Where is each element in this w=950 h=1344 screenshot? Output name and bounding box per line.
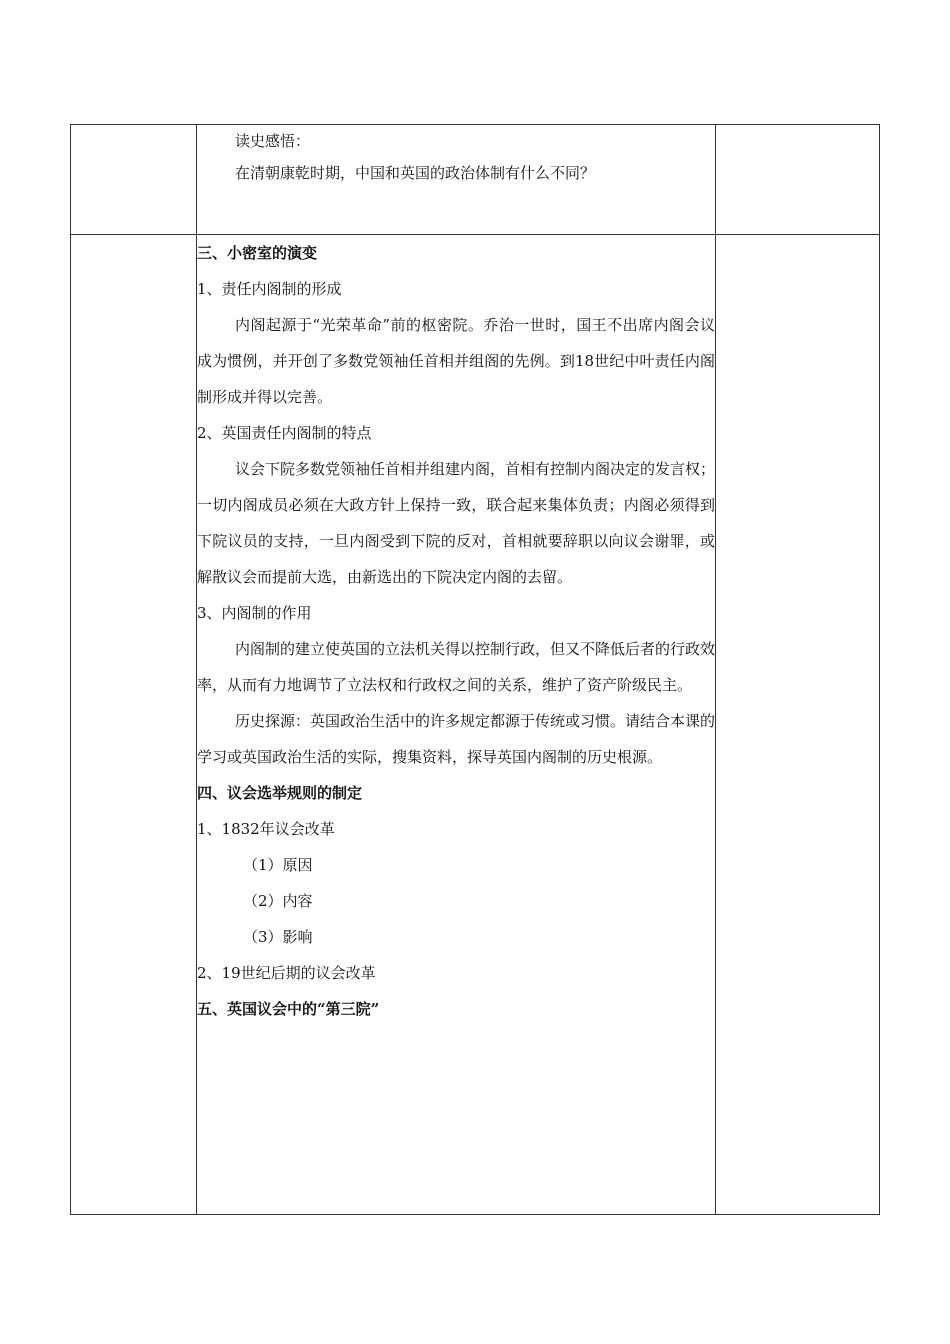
section-4-sub-2: 2、19世纪后期的议会改革	[197, 964, 376, 982]
section-3-paragraph-1: 内阁起源于“光荣革命”前的枢密院。乔治一世时，国王不出席内阁会议成为惯例，并开创了多数党领袖任首相并组阁的先例。到18世纪中叶责任内阁制形成并得以完善。	[197, 316, 715, 406]
section-3-paragraph-2: 议会下院多数党领袖任首相并组建内阁，首相有控制内阁决定的发言权；一切内阁成员必须在大政方针上保持一致，联合起来集体负责；内阁必须得到下院议员的支持，一旦内阁受到下院的反对，首相就要辞职以向议会谢罪，或解散议会而提前大选，由新选出的下院决定内阁的去留。	[197, 460, 716, 586]
lesson-table	[70, 124, 880, 1215]
table-row	[71, 235, 880, 1215]
table-row	[71, 125, 880, 235]
section-3-paragraph-3: 内阁制的建立使英国的立法机关得以控制行政，但又不降低后者的行政效率，从而有力地调节了立法权和行政权之间的关系，维护了资产阶级民主。	[197, 640, 716, 694]
right-cell	[716, 235, 880, 1215]
section-3-sub-3: 3、内阁制的作用	[197, 604, 312, 622]
right-cell	[716, 125, 880, 235]
content-cell	[197, 125, 716, 235]
reading-reflection-label: 读史感悟：	[235, 132, 311, 150]
content-cell	[197, 235, 716, 1215]
section-5-title: 五、英国议会中的“第三院”	[197, 1000, 380, 1018]
section-4-item: （1）原因	[243, 856, 313, 874]
section-4-title: 四、议会选举规则的制定	[197, 784, 363, 802]
section-4-item: （3）影响	[243, 928, 313, 946]
left-cell	[71, 125, 197, 235]
section-4-sub-1: 1、1832年议会改革	[197, 820, 335, 838]
left-cell	[71, 235, 197, 1215]
section-3-title: 三、小密室的演变	[197, 244, 318, 262]
section-4-item: （2）内容	[243, 892, 313, 910]
history-exploration-paragraph: 历史探源：英国政治生活中的许多规定都源于传统或习惯。请结合本课的学习或英国政治生活的实际，搜集资料，探导英国内阁制的历史根源。	[197, 712, 716, 766]
reflection-question: 在清朝康乾时期，中国和英国的政治体制有什么不同？	[235, 164, 596, 182]
section-3-sub-1: 1、责任内阁制的形成	[197, 280, 342, 298]
section-3-sub-2: 2、英国责任内阁制的特点	[197, 424, 372, 442]
